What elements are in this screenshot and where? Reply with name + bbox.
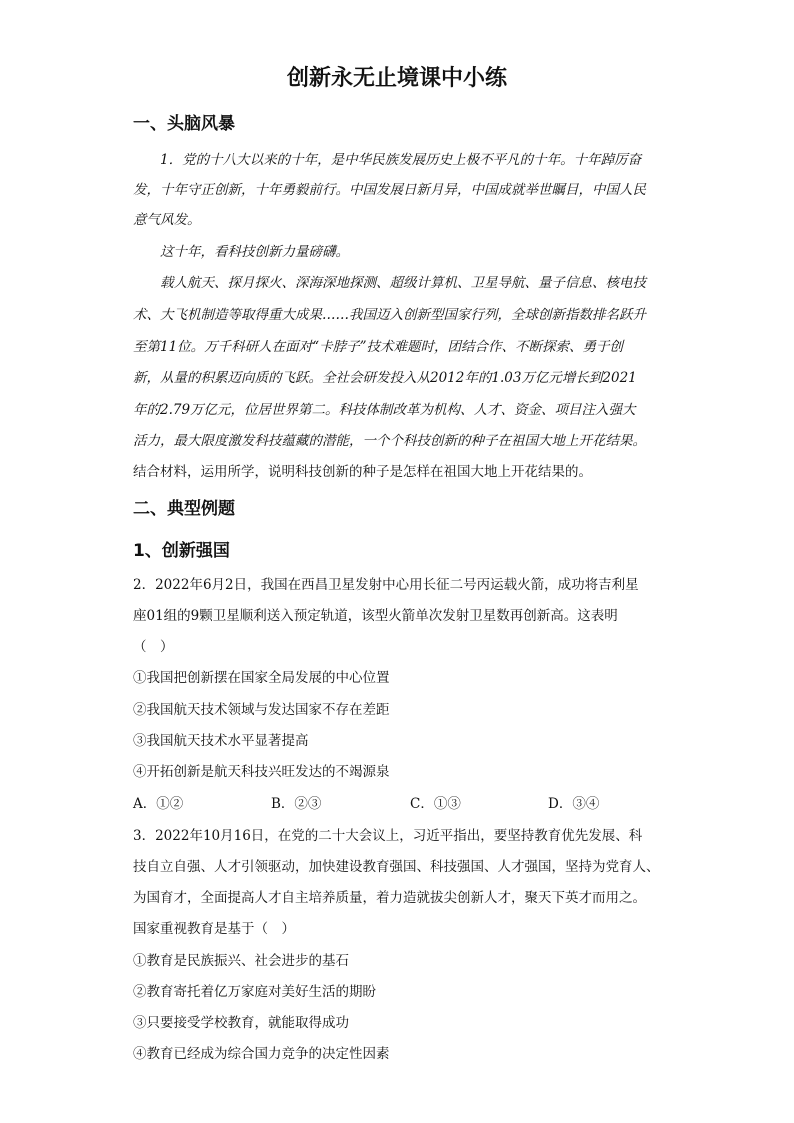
- q1-line: 载人航天、探月探火、深海深地探测、超级计算机、卫星导航、量子信息、核电技: [160, 275, 646, 291]
- q1-line: 新，从量的积累迈向质的飞跃。全社会研发投入从2012年的1.03万亿元增长到2021: [133, 370, 637, 386]
- q2-option-c: C．①③: [410, 796, 461, 812]
- q3-line: 为国育才，全面提高人才自主培养质量，着力造就拔尖创新人才，聚天下英才而用之。: [133, 890, 646, 906]
- q2-line: 2．2022年6月2日，我国在西昌卫星发射中心用长征二号丙运载火箭，成功将吉利星: [133, 577, 639, 593]
- section-heading-examples: 二、典型例题: [133, 499, 235, 519]
- q1-line: 这十年，看科技创新力量磅礴。: [160, 244, 349, 260]
- q2-statement: ④开拓创新是航天科技兴旺发达的不竭源泉: [133, 764, 390, 780]
- q1-line: 至第11位。万千科研人在面对“卡脖子”技术难题时，团结合作、不断探索、勇于创: [133, 339, 623, 355]
- q3-statement: ②教育寄托着亿万家庭对美好生活的期盼: [133, 984, 376, 1000]
- q3-statement: ③只要接受学校教育，就能取得成功: [133, 1015, 349, 1031]
- sub-heading-innovation: 1、创新强国: [133, 541, 230, 561]
- q3-statement: ④教育已经成为综合国力竞争的决定性因素: [133, 1046, 390, 1062]
- q3-line: 3．2022年10月16日，在党的二十大会议上，习近平指出，要坚持教育优先发展、科: [133, 828, 643, 844]
- q2-option-b: B．②③: [271, 796, 322, 812]
- q2-statement: ③我国航天技术水平显著提高: [133, 733, 309, 749]
- q2-option-d: D．③④: [548, 796, 600, 812]
- q2-line: （ ）: [133, 639, 174, 655]
- q1-prompt: 结合材料，运用所学，说明科技创新的种子是怎样在祖国大地上开花结果的。: [133, 464, 592, 480]
- page-title: 创新永无止境课中小练: [286, 66, 507, 91]
- q2-option-a: A．①②: [133, 796, 184, 812]
- q3-statement: ①教育是民族振兴、社会进步的基石: [133, 953, 349, 969]
- q2-statement: ②我国航天技术领域与发达国家不存在差距: [133, 702, 390, 718]
- q1-line: 1．党的十八大以来的十年，是中华民族发展历史上极不平凡的十年。十年踔厉奋: [160, 152, 642, 168]
- q2-statement: ①我国把创新摆在国家全局发展的中心位置: [133, 670, 390, 686]
- q3-line: 技自立自强、人才引领驱动，加快建设教育强国、科技强国、人才强国，坚持为党育人、: [133, 859, 660, 875]
- q1-line: 活力，最大限度激发科技蕴藏的潜能，一个个科技创新的种子在祖国大地上开花结果。: [133, 433, 646, 449]
- q1-line: 意气风发。: [133, 212, 201, 228]
- q1-line: 发，十年守正创新，十年勇毅前行。中国发展日新月异，中国成就举世瞩目，中国人民: [133, 182, 646, 198]
- q2-line: 座01组的9颗卫星顺利送入预定轨道，该型火箭单次发射卫星数再创新高。这表明: [133, 608, 618, 624]
- section-heading-brainstorm: 一、头脑风暴: [133, 114, 235, 134]
- q1-line: 术、大飞机制造等取得重大成果……我国迈入创新型国家行列，全球创新指数排名跃升: [133, 307, 646, 323]
- q3-line: 国家重视教育是基于（ ）: [133, 921, 295, 937]
- q1-line: 年的2.79万亿元，位居世界第二。科技体制改革为机构、人才、资金、项目注入强大: [133, 402, 636, 418]
